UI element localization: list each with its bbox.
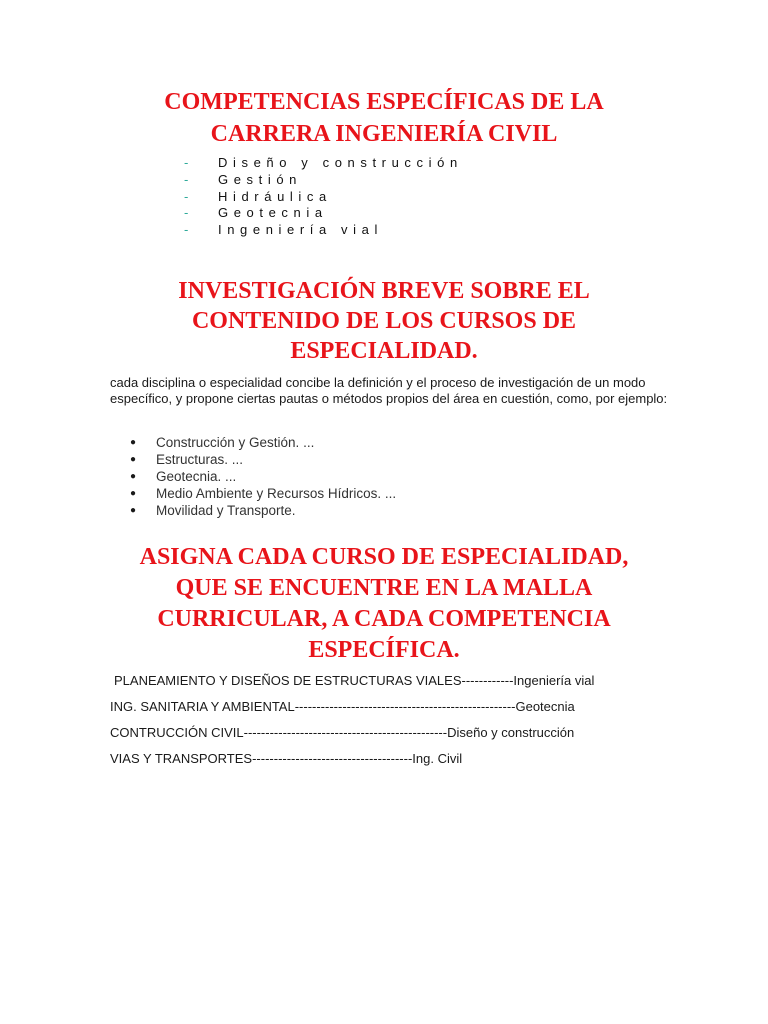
competencies-heading-line-2: CARRERA INGENIERÍA CIVIL <box>210 121 558 147</box>
competency-text: Hidráulica <box>218 188 332 204</box>
competency-item <box>184 172 463 189</box>
competency-item <box>184 222 463 239</box>
course-bullet-item <box>130 485 396 502</box>
competency-item <box>184 205 463 222</box>
assignment-heading-line-4: ESPECÍFICA. <box>308 637 460 663</box>
assignment-heading-line-1: ASIGNA CADA CURSO DE ESPECIALIDAD, <box>139 544 629 570</box>
competencies-heading <box>100 86 668 150</box>
courses-bullet-list <box>130 434 396 519</box>
dash-marker: - <box>184 171 189 187</box>
bullet-dot-icon: ● <box>130 505 137 516</box>
assignment-heading-line-2: QUE SE ENCUENTRE EN LA MALLA <box>175 575 593 601</box>
bullet-dot-icon: ● <box>130 471 137 482</box>
assignment-line: PLANEAMIENTO Y DISEÑOS DE ESTRUCTURAS VIALES------------Ingeniería vial <box>114 673 595 688</box>
course-bullet-item <box>130 434 396 451</box>
dash-marker: - <box>184 222 189 238</box>
bullet-dot-icon: ● <box>130 488 137 499</box>
research-paragraph: cada disciplina o especialidad concibe la definición y el proceso de investigación de un modo específico, y propone ciertas pautas o métodos propios del área en cuestión, como, por ejemplo: <box>110 375 668 406</box>
course-bullet-text: Estructuras. ... <box>156 452 244 467</box>
course-bullet-item <box>130 502 396 519</box>
assignment-line: ING. SANITARIA Y AMBIENTAL---------------------------------------------------Geotecnia <box>110 699 575 714</box>
dash-marker: - <box>184 205 189 221</box>
assignment-heading <box>90 542 678 666</box>
dash-marker: - <box>184 155 189 170</box>
competencies-list <box>184 155 463 239</box>
assignment-heading-line-3: CURRICULAR, A CADA COMPETENCIA <box>157 606 611 632</box>
competency-item <box>184 155 463 172</box>
competency-text: Ingeniería vial <box>218 222 383 238</box>
bullet-dot-icon: ● <box>130 437 137 448</box>
course-bullet-item <box>130 451 396 468</box>
course-bullet-text: Medio Ambiente y Recursos Hídricos. ... <box>156 486 397 501</box>
course-bullet-text: Construcción y Gestión. ... <box>156 435 315 450</box>
course-bullet-item <box>130 468 396 485</box>
course-bullet-text: Movilidad y Transporte. <box>156 503 296 518</box>
research-heading-line-3: ESPECIALIDAD. <box>290 338 478 364</box>
research-heading-line-1: INVESTIGACIÓN BREVE SOBRE EL <box>178 278 590 304</box>
dash-marker: - <box>184 188 189 204</box>
competency-text: Diseño y construcción <box>218 155 463 170</box>
competency-item <box>184 189 463 206</box>
competency-text: Gestión <box>218 171 303 187</box>
assignment-line: CONTRUCCIÓN CIVIL-----------------------------------------------Diseño y construcción <box>110 725 575 740</box>
research-heading <box>120 276 648 366</box>
assignment-line: VIAS Y TRANSPORTES-------------------------------------Ing. Civil <box>110 751 463 766</box>
research-heading-line-2: CONTENIDO DE LOS CURSOS DE <box>191 308 577 334</box>
bullet-dot-icon: ● <box>130 454 137 465</box>
competency-text: Geotecnia <box>218 205 328 221</box>
competencies-heading-line-1: COMPETENCIAS ESPECÍFICAS DE LA <box>164 89 604 115</box>
course-bullet-text: Geotecnia. ... <box>156 469 237 484</box>
